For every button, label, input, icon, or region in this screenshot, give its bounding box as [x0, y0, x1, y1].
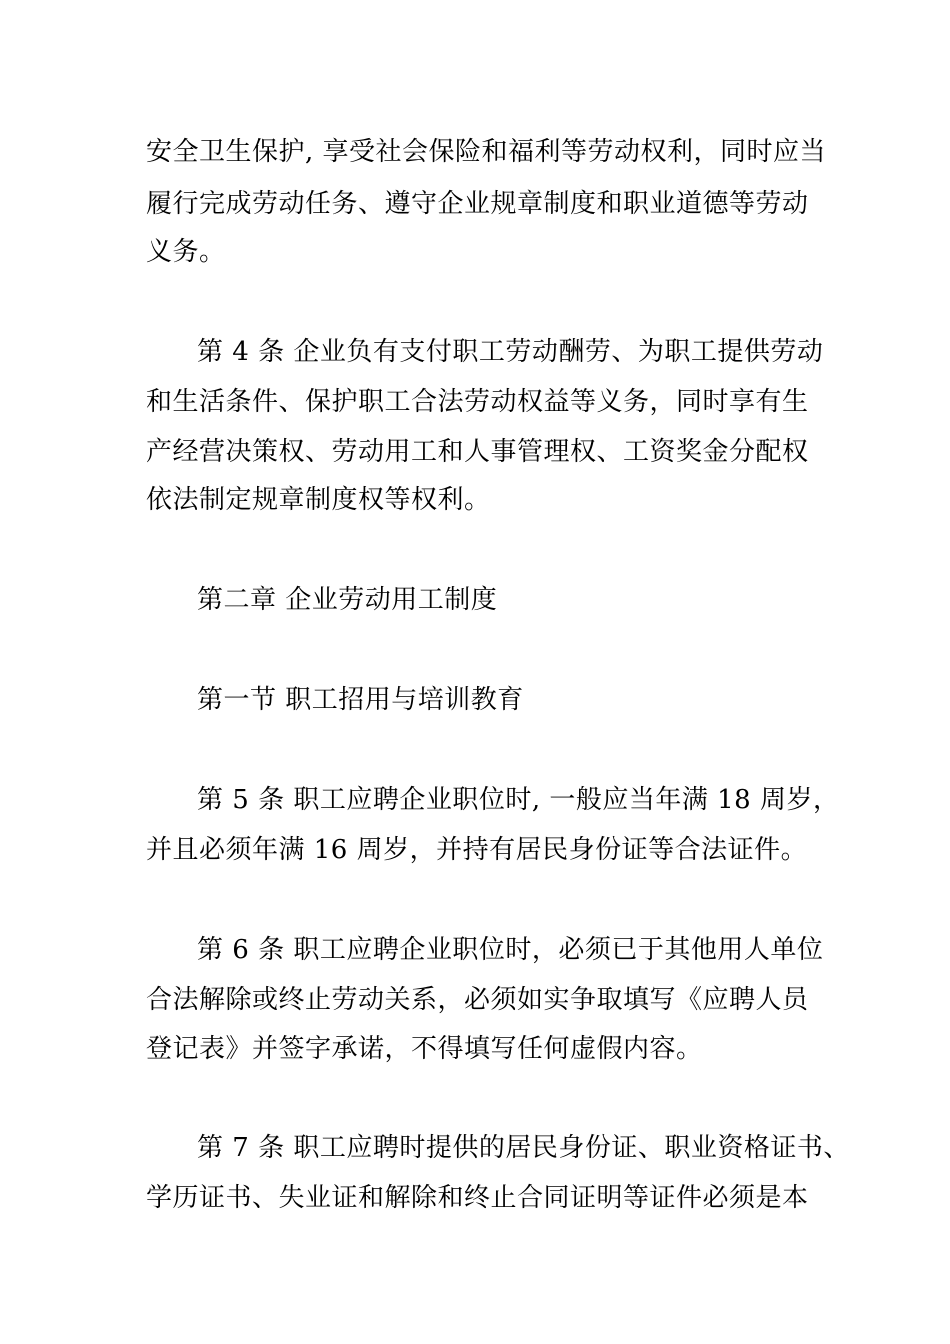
- text-line: 安全卫生保护, 享受社会保险和福利等劳动权利，同时应当: [146, 137, 827, 167]
- section-title: 第一节 职工招用与培训教育: [197, 685, 524, 715]
- text-line: 登记表》并签字承诺，不得填写任何虚假内容。: [146, 1034, 703, 1064]
- chapter-title: 第二章 企业劳动用工制度: [197, 585, 498, 615]
- text-line: 并且必须年满 16 周岁，并持有居民身份证等合法证件。: [146, 835, 808, 865]
- article-heading-line: 第 5 条 职工应聘企业职位时, 一般应当年满 18 周岁，: [197, 785, 840, 815]
- text-line: 学历证书、失业证和解除和终止合同证明等证件必须是本: [146, 1183, 809, 1213]
- text-line: 和生活条件、保护职工合法劳动权益等义务，同时享有生: [146, 387, 809, 417]
- text-line: 履行完成劳动任务、遵守企业规章制度和职业道德等劳动: [146, 189, 809, 219]
- text-line: 合法解除或终止劳动关系，必须如实争取填写《应聘人员: [146, 985, 809, 1015]
- article-heading-line: 第 4 条 企业负有支付职工劳动酬劳、为职工提供劳动: [197, 337, 824, 367]
- article-heading-line: 第 7 条 职工应聘时提供的居民身份证、职业资格证书、: [197, 1133, 850, 1163]
- article-heading-line: 第 6 条 职工应聘企业职位时，必须已于其他用人单位: [197, 935, 824, 965]
- text-line: 义务。: [146, 237, 226, 267]
- text-line: 依法制定规章制度权等权利。: [146, 485, 491, 515]
- text-line: 产经营决策权、劳动用工和人事管理权、工资奖金分配权: [146, 437, 809, 467]
